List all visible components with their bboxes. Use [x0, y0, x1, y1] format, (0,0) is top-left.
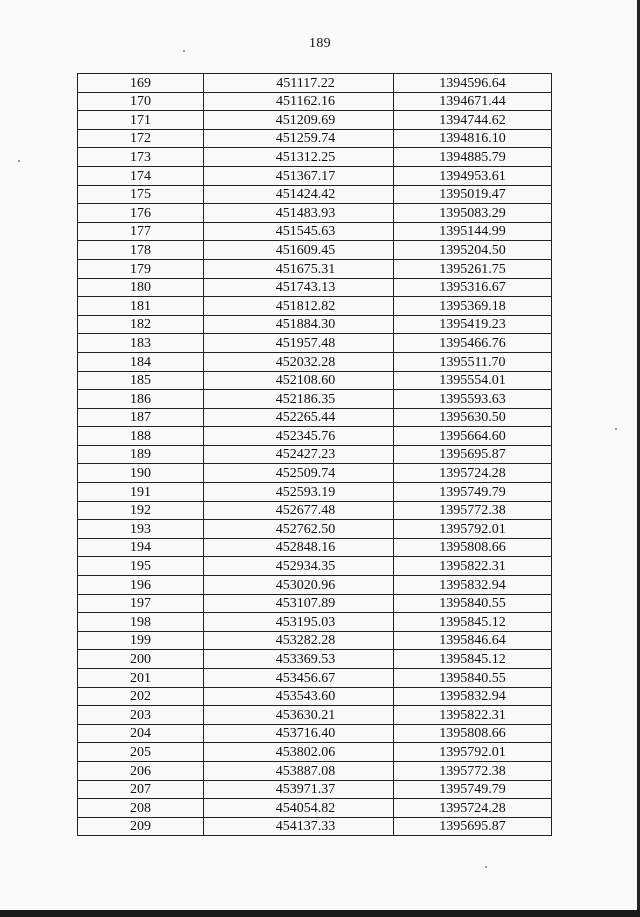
point-number-cell: 209 [78, 817, 204, 836]
table-row [78, 315, 552, 334]
y-coordinate-cell: 1395822.31 [394, 706, 552, 725]
point-number-cell: 170 [78, 92, 204, 111]
x-coordinate-cell: 451884.30 [204, 315, 394, 334]
point-number-cell: 201 [78, 669, 204, 688]
point-number-cell: 175 [78, 185, 204, 204]
point-number-cell: 179 [78, 259, 204, 278]
table-row [78, 445, 552, 464]
x-coordinate-cell: 453456.67 [204, 669, 394, 688]
x-coordinate-cell: 451209.69 [204, 111, 394, 130]
x-coordinate-cell: 452848.16 [204, 538, 394, 557]
point-number-cell: 191 [78, 483, 204, 502]
point-number-cell: 184 [78, 352, 204, 371]
point-number-cell: 190 [78, 464, 204, 483]
x-coordinate-cell: 453369.53 [204, 650, 394, 669]
point-number-cell: 193 [78, 520, 204, 539]
scan-speck [485, 866, 487, 868]
y-coordinate-cell: 1395724.28 [394, 799, 552, 818]
x-coordinate-cell: 453020.96 [204, 576, 394, 595]
point-number-cell: 192 [78, 501, 204, 520]
y-coordinate-cell: 1394671.44 [394, 92, 552, 111]
point-number-cell: 207 [78, 780, 204, 799]
table-row [78, 687, 552, 706]
point-number-cell: 173 [78, 148, 204, 167]
table-row [78, 706, 552, 725]
table-row [78, 129, 552, 148]
table-row [78, 148, 552, 167]
y-coordinate-cell: 1395808.66 [394, 724, 552, 743]
point-number-cell: 177 [78, 222, 204, 241]
table-row [78, 259, 552, 278]
point-number-cell: 182 [78, 315, 204, 334]
x-coordinate-cell: 451312.25 [204, 148, 394, 167]
point-number-cell: 196 [78, 576, 204, 595]
point-number-cell: 180 [78, 278, 204, 297]
table-row [78, 408, 552, 427]
x-coordinate-cell: 451812.82 [204, 297, 394, 316]
scan-speck [183, 50, 185, 52]
point-number-cell: 186 [78, 390, 204, 409]
y-coordinate-cell: 1395749.79 [394, 780, 552, 799]
x-coordinate-cell: 453195.03 [204, 613, 394, 632]
y-coordinate-cell: 1395554.01 [394, 371, 552, 390]
x-coordinate-cell: 452345.76 [204, 427, 394, 446]
y-coordinate-cell: 1395144.99 [394, 222, 552, 241]
x-coordinate-cell: 452509.74 [204, 464, 394, 483]
point-number-cell: 185 [78, 371, 204, 390]
y-coordinate-cell: 1394744.62 [394, 111, 552, 130]
point-number-cell: 189 [78, 445, 204, 464]
y-coordinate-cell: 1395630.50 [394, 408, 552, 427]
point-number-cell: 187 [78, 408, 204, 427]
point-number-cell: 203 [78, 706, 204, 725]
table-row [78, 464, 552, 483]
table-row [78, 817, 552, 836]
y-coordinate-cell: 1394596.64 [394, 74, 552, 93]
y-coordinate-cell: 1395792.01 [394, 520, 552, 539]
point-number-cell: 204 [78, 724, 204, 743]
point-number-cell: 198 [78, 613, 204, 632]
y-coordinate-cell: 1395845.12 [394, 650, 552, 669]
table-row [78, 761, 552, 780]
y-coordinate-cell: 1395695.87 [394, 817, 552, 836]
x-coordinate-cell: 451259.74 [204, 129, 394, 148]
table-row [78, 743, 552, 762]
x-coordinate-cell: 453887.08 [204, 761, 394, 780]
y-coordinate-cell: 1395593.63 [394, 390, 552, 409]
point-number-cell: 199 [78, 631, 204, 650]
x-coordinate-cell: 452265.44 [204, 408, 394, 427]
x-coordinate-cell: 452934.35 [204, 557, 394, 576]
x-coordinate-cell: 453543.60 [204, 687, 394, 706]
y-coordinate-cell: 1395083.29 [394, 204, 552, 223]
x-coordinate-cell: 452032.28 [204, 352, 394, 371]
point-number-cell: 174 [78, 166, 204, 185]
coordinates-table-body [78, 74, 552, 836]
x-coordinate-cell: 452108.60 [204, 371, 394, 390]
x-coordinate-cell: 452762.50 [204, 520, 394, 539]
point-number-cell: 188 [78, 427, 204, 446]
point-number-cell: 172 [78, 129, 204, 148]
scan-edge-bottom [0, 910, 640, 917]
table-row [78, 334, 552, 353]
table-row [78, 594, 552, 613]
y-coordinate-cell: 1395792.01 [394, 743, 552, 762]
y-coordinate-cell: 1395369.18 [394, 297, 552, 316]
table-row [78, 576, 552, 595]
x-coordinate-cell: 453630.21 [204, 706, 394, 725]
x-coordinate-cell: 452593.19 [204, 483, 394, 502]
y-coordinate-cell: 1395822.31 [394, 557, 552, 576]
point-number-cell: 206 [78, 761, 204, 780]
table-row [78, 371, 552, 390]
x-coordinate-cell: 451424.42 [204, 185, 394, 204]
point-number-cell: 205 [78, 743, 204, 762]
point-number-cell: 208 [78, 799, 204, 818]
scan-speck [615, 428, 617, 430]
scan-speck [18, 160, 20, 162]
point-number-cell: 169 [78, 74, 204, 93]
y-coordinate-cell: 1394953.61 [394, 166, 552, 185]
table-row [78, 74, 552, 93]
y-coordinate-cell: 1395019.47 [394, 185, 552, 204]
point-number-cell: 176 [78, 204, 204, 223]
point-number-cell: 197 [78, 594, 204, 613]
x-coordinate-cell: 451367.17 [204, 166, 394, 185]
x-coordinate-cell: 453107.89 [204, 594, 394, 613]
coordinates-table [77, 73, 552, 836]
table-row [78, 92, 552, 111]
point-number-cell: 183 [78, 334, 204, 353]
y-coordinate-cell: 1395695.87 [394, 445, 552, 464]
x-coordinate-cell: 451483.93 [204, 204, 394, 223]
x-coordinate-cell: 451743.13 [204, 278, 394, 297]
y-coordinate-cell: 1395808.66 [394, 538, 552, 557]
y-coordinate-cell: 1395845.12 [394, 613, 552, 632]
x-coordinate-cell: 452677.48 [204, 501, 394, 520]
table-row [78, 724, 552, 743]
table-row [78, 111, 552, 130]
table-row [78, 427, 552, 446]
table-row [78, 780, 552, 799]
y-coordinate-cell: 1395749.79 [394, 483, 552, 502]
y-coordinate-cell: 1395511.70 [394, 352, 552, 371]
page-number: 189 [309, 36, 331, 51]
table-row [78, 631, 552, 650]
point-number-cell: 200 [78, 650, 204, 669]
table-row [78, 278, 552, 297]
table-row [78, 297, 552, 316]
point-number-cell: 202 [78, 687, 204, 706]
x-coordinate-cell: 452186.35 [204, 390, 394, 409]
table-row [78, 501, 552, 520]
table-row [78, 483, 552, 502]
y-coordinate-cell: 1395840.55 [394, 594, 552, 613]
x-coordinate-cell: 451675.31 [204, 259, 394, 278]
y-coordinate-cell: 1395840.55 [394, 669, 552, 688]
y-coordinate-cell: 1395204.50 [394, 241, 552, 260]
table-row [78, 520, 552, 539]
table-row [78, 352, 552, 371]
table-row [78, 222, 552, 241]
x-coordinate-cell: 451609.45 [204, 241, 394, 260]
table-row [78, 185, 552, 204]
y-coordinate-cell: 1395724.28 [394, 464, 552, 483]
point-number-cell: 194 [78, 538, 204, 557]
x-coordinate-cell: 451162.16 [204, 92, 394, 111]
table-row [78, 669, 552, 688]
point-number-cell: 181 [78, 297, 204, 316]
table-row [78, 613, 552, 632]
y-coordinate-cell: 1394816.10 [394, 129, 552, 148]
y-coordinate-cell: 1395261.75 [394, 259, 552, 278]
y-coordinate-cell: 1395664.60 [394, 427, 552, 446]
y-coordinate-cell: 1395419.23 [394, 315, 552, 334]
y-coordinate-cell: 1395772.38 [394, 761, 552, 780]
x-coordinate-cell: 454054.82 [204, 799, 394, 818]
x-coordinate-cell: 453716.40 [204, 724, 394, 743]
table-row [78, 650, 552, 669]
x-coordinate-cell: 453971.37 [204, 780, 394, 799]
y-coordinate-cell: 1394885.79 [394, 148, 552, 167]
point-number-cell: 195 [78, 557, 204, 576]
x-coordinate-cell: 454137.33 [204, 817, 394, 836]
table-row [78, 204, 552, 223]
table-row [78, 538, 552, 557]
x-coordinate-cell: 452427.23 [204, 445, 394, 464]
point-number-cell: 171 [78, 111, 204, 130]
y-coordinate-cell: 1395772.38 [394, 501, 552, 520]
x-coordinate-cell: 451957.48 [204, 334, 394, 353]
y-coordinate-cell: 1395846.64 [394, 631, 552, 650]
table-row [78, 390, 552, 409]
x-coordinate-cell: 453282.28 [204, 631, 394, 650]
table-row [78, 557, 552, 576]
table-row [78, 799, 552, 818]
point-number-cell: 178 [78, 241, 204, 260]
y-coordinate-cell: 1395832.94 [394, 687, 552, 706]
y-coordinate-cell: 1395316.67 [394, 278, 552, 297]
y-coordinate-cell: 1395466.76 [394, 334, 552, 353]
table-row [78, 241, 552, 260]
table-row [78, 166, 552, 185]
x-coordinate-cell: 453802.06 [204, 743, 394, 762]
x-coordinate-cell: 451545.63 [204, 222, 394, 241]
x-coordinate-cell: 451117.22 [204, 74, 394, 93]
y-coordinate-cell: 1395832.94 [394, 576, 552, 595]
